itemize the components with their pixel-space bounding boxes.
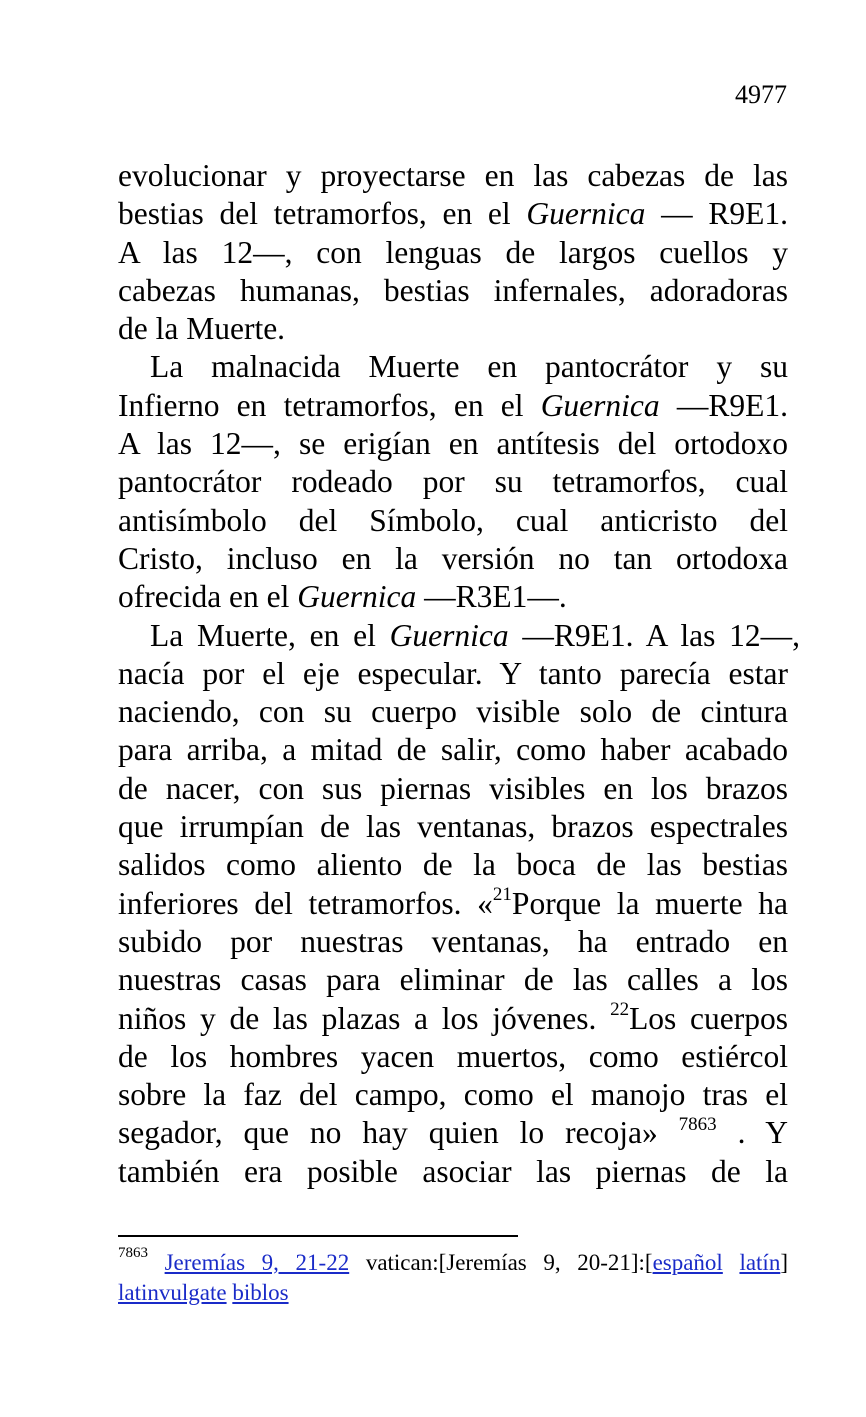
text-segment: que irrumpían de las ventanas, brazos espectrales: [118, 809, 788, 845]
footnote-line: [118, 1278, 788, 1308]
text-segment: salidos como aliento de la boca de las bestias: [118, 847, 788, 883]
text-segment: también era posible asociar las piernas de la: [118, 1153, 788, 1189]
text-line: [118, 770, 788, 808]
italic-title: Guernica: [389, 617, 509, 653]
italic-title: Guernica: [526, 196, 646, 232]
text-line: [118, 693, 788, 731]
text-segment: nuestras casas para eliminar de las calles a los: [118, 962, 788, 998]
text-segment: de la Muerte.: [118, 311, 286, 347]
body-text: [118, 157, 800, 1191]
footnote-link[interactable]: Jeremías 9, 21-22: [164, 1250, 350, 1275]
text-segment: pantocrátor rodeado por su tetramorfos, cual: [118, 464, 788, 500]
text-line: [118, 540, 788, 578]
text-segment: —R9E1.: [659, 387, 788, 423]
footnote-reference[interactable]: 7863: [678, 1113, 717, 1135]
italic-title: Guernica: [297, 579, 417, 615]
text-segment: inferiores del tetramorfos. «: [118, 885, 493, 921]
text-segment: antisímbolo del Símbolo, cual anticristo del: [118, 502, 788, 538]
text-segment: sobre la faz del campo, como el manojo tras el: [118, 1077, 788, 1113]
text-line: [118, 578, 788, 616]
paragraph: [118, 617, 800, 1191]
text-line: [118, 1000, 788, 1038]
text-segment: de los hombres yacen muertos, como estiércol: [118, 1038, 788, 1074]
footnote-text: vatican:[Jeremías 9, 20-21]:[: [365, 1250, 653, 1275]
italic-title: Guernica: [540, 387, 660, 423]
text-line: [118, 731, 788, 769]
text-segment: . Y: [716, 1115, 788, 1151]
text-segment: — R9E1.: [645, 196, 788, 232]
text-segment: ofrecida en el: [118, 579, 298, 615]
footnote-reference[interactable]: 21: [492, 884, 512, 906]
text-segment: La malnacida Muerte en pantocrátor y su: [150, 349, 788, 385]
text-segment: para arriba, a mitad de salir, como haber acabado: [118, 732, 788, 768]
text-line: [118, 157, 788, 195]
text-line: [118, 502, 788, 540]
footnotes: [118, 1245, 788, 1308]
footnote-link[interactable]: latín: [739, 1250, 781, 1275]
text-line: [118, 1153, 788, 1191]
footnote-link[interactable]: biblos: [232, 1280, 289, 1305]
text-segment: bestias del tetramorfos, en el: [118, 196, 527, 232]
footnote-marker: 7863: [118, 1245, 148, 1262]
text-segment: niños y de las plazas a los jóvenes.: [118, 1000, 611, 1036]
text-line: [118, 1038, 788, 1076]
page-number: 4977: [735, 80, 787, 109]
footnote-link[interactable]: español: [652, 1250, 723, 1275]
text-segment: Infierno en tetramorfos, en el: [118, 387, 541, 423]
text-segment: Cristo, incluso en la versión no tan ortodoxa: [118, 540, 788, 576]
text-line: [118, 1076, 788, 1114]
text-line: [118, 1114, 788, 1152]
text-line: [118, 846, 788, 884]
text-segment: Los cuerpos: [629, 1000, 788, 1036]
text-line: [118, 272, 788, 310]
text-segment: subido por nuestras ventanas, ha entrado en: [118, 923, 788, 959]
text-segment: —R3E1—.: [416, 579, 567, 615]
text-line: [118, 923, 788, 961]
footnote-line: [118, 1245, 788, 1278]
text-segment: naciendo, con su cuerpo visible solo de cintura: [118, 694, 788, 730]
text-line: [118, 617, 800, 655]
footnote-link[interactable]: latinvulgate: [118, 1280, 227, 1305]
text-segment: cabezas humanas, bestias infernales, adoradoras: [118, 272, 788, 308]
text-segment: de nacer, con sus piernas visibles en los brazos: [118, 770, 788, 806]
text-line: [118, 463, 788, 501]
footnote-text: ]: [780, 1250, 788, 1275]
text-segment: La Muerte, en el: [150, 617, 390, 653]
text-segment: A las 12—, se erigían en antítesis del ortodoxo: [118, 426, 788, 462]
text-segment: segador, que no hay quien lo recoja»: [118, 1115, 679, 1151]
footnote-divider: [118, 1235, 518, 1237]
paragraph: [118, 157, 788, 348]
text-line: [118, 234, 788, 272]
text-segment: A las 12—, con lenguas de largos cuellos y: [118, 234, 788, 270]
paragraph: [118, 348, 788, 616]
text-segment: nacía por el eje especular. Y tanto parecía estar: [118, 655, 788, 691]
text-line: [118, 387, 788, 425]
text-line: [118, 961, 788, 999]
text-line: [118, 808, 788, 846]
text-line: [118, 885, 788, 923]
text-line: [118, 655, 788, 693]
text-line: [118, 425, 788, 463]
text-line: [118, 310, 788, 348]
text-line: [118, 348, 788, 386]
text-segment: —R9E1. A las 12—,: [508, 617, 800, 653]
text-segment: Porque la muerte ha: [511, 885, 788, 921]
text-line: [118, 195, 788, 233]
text-segment: evolucionar y proyectarse en las cabezas de las: [118, 158, 788, 193]
footnote-reference[interactable]: 22: [610, 999, 630, 1021]
